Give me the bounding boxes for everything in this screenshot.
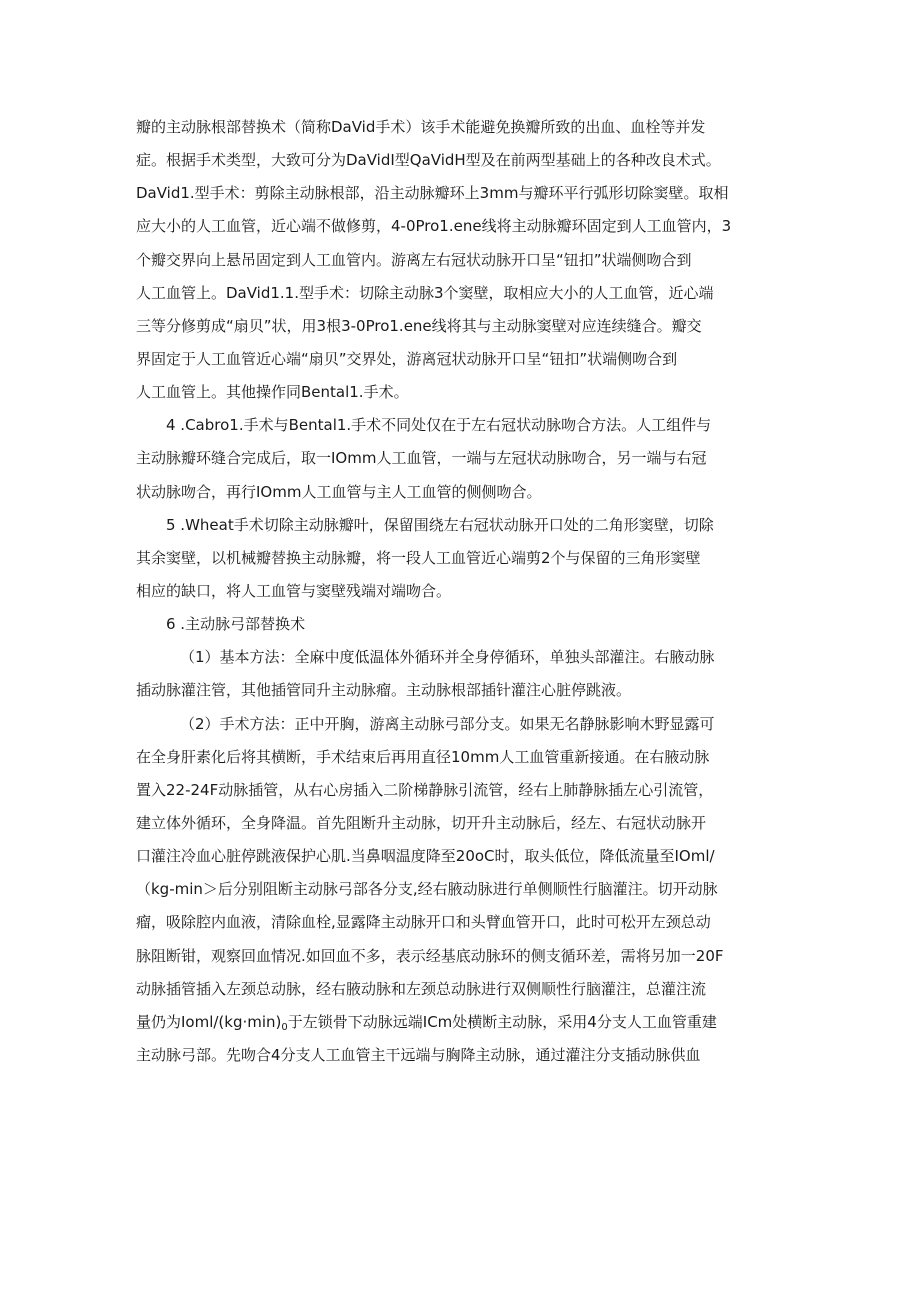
text-line: 插动脉灌注管，其他插管同升主动脉瘤。主动脉根部插针灌注心脏停跳液。 xyxy=(136,681,632,700)
text-line xyxy=(136,1006,796,1039)
text-line: 脉阻断钳，观察回血情况.如回血不多，表示经基底动脉环的侧支循环差，需将另加一20F xyxy=(136,946,724,965)
text-line: （2）手术方法：正中开胸，游离主动脉弓部分支。如果无名静脉影响木野显露可 xyxy=(180,714,715,733)
text-line: 人工血管上。其他操作同Bental1.手术。 xyxy=(136,383,409,402)
text-line: 主动脉瓣环缝合完成后，取一IOmm人工血管，一端与左冠状动脉吻合，另一端与右冠 xyxy=(136,449,707,468)
text-line: 瓣的主动脉根部替换术（简称DaVid手术）该手术能避免换瓣所致的出血、血栓等并发 xyxy=(136,118,706,136)
text-line: DaVid1.型手术：剪除主动脉根部，沿主动脉瓣环上3mm与瓣环平行弧形切除窦壁。取相 xyxy=(136,184,729,203)
text-line: 人工血管上。DaVid1.1.型手术：切除主动脉3个窦壁，取相应大小的人工血管，近心端 xyxy=(136,283,714,302)
text-segment: 于左锁骨下动脉远端ICm处横断主动脉，采用4分支人工血管重建 xyxy=(287,1012,717,1031)
text-line: 4 .Cabro1.手术与Bental1.手术不同处仅在于左右冠状动脉吻合方法。人工组件与 xyxy=(166,416,712,435)
text-segment: 量仍为Ioml/(kg·min) xyxy=(136,1012,282,1031)
subscript-zero: 0 xyxy=(281,1021,288,1033)
text-line: 界固定于人工血管近心端“扇贝”交界处，游离冠状动脉开口呈“钮扣”状端侧吻合到 xyxy=(136,349,678,368)
text-line: （1）基本方法：全麻中度低温体外循环并全身停循环，单独头部灌注。右腋动脉 xyxy=(180,648,715,667)
text-line: 症。根据手术类型，大致可分为DaVidI型QaVidH型及在前两型基础上的各种改良术式。 xyxy=(136,151,721,170)
text-line: 状动脉吻合，再行IOmm人工血管与主人工血管的侧侧吻合。 xyxy=(136,482,542,501)
text-line: 在全身肝素化后将其横断，手术结束后再用直径10mm人工血管重新接通。在右腋动脉 xyxy=(136,747,710,766)
text-line: 置入22-24F动脉插管，从右心房插入二阶梯静脉引流管，经右上肺静脉插左心引流管， xyxy=(136,780,714,799)
text-line: 动脉插管插入左颈总动脉，经右腋动脉和左颈总动脉进行双侧顺性行脑灌注，总灌注流 xyxy=(136,979,707,998)
text-line: 瘤，吸除腔内血液，清除血栓,显露降主动脉开口和头臂血管开口，此时可松开左颈总动 xyxy=(136,913,711,932)
text-line: 三等分修剪成“扇贝”状，用3根3-0Pro1.ene线将其与主动脉窦壁对应连续缝合。瓣交 xyxy=(136,316,702,335)
text-line: （kg-min＞后分别阻断主动脉弓部各分支,经右腋动脉进行单侧顺性行脑灌注。切开动脉 xyxy=(136,880,718,899)
text-line: 相应的缺口，将人工血管与窦壁残端对端吻合。 xyxy=(136,581,452,600)
text-line: 应大小的人工血管，近心端不做修剪，4-0Pro1.ene线将主动脉瓣环固定到人工血管内，3 xyxy=(136,217,732,236)
text-line: 口灌注冷血心脏停跳液保护心肌.当鼻咽温度降至20oC时，取头低位，降低流量至IOml/ xyxy=(136,847,715,866)
body-text xyxy=(136,111,796,1072)
text-line: 主动脉弓部。先吻合4分支人工血管主干远端与胸降主动脉，通过灌注分支插动脉供血 xyxy=(136,1045,701,1064)
text-line: 个瓣交界向上悬吊固定到人工血管内。游离左右冠状动脉开口呈“钮扣”状端侧吻合到 xyxy=(136,250,692,269)
text-line: 建立体外循环，全身降温。首先阻断升主动脉，切开升主动脉后，经左、右冠状动脉开 xyxy=(136,813,707,832)
text-line: 6 .主动脉弓部替换术 xyxy=(166,615,306,634)
text-line: 其余窦壁，以机械瓣替换主动脉瓣，将一段人工血管近心端剪2个与保留的三角形窦壁 xyxy=(136,548,701,567)
text-line: 5 .Wheat手术切除主动脉瓣叶，保留围绕左右冠状动脉开口处的二角形窦壁，切除 xyxy=(166,515,714,534)
